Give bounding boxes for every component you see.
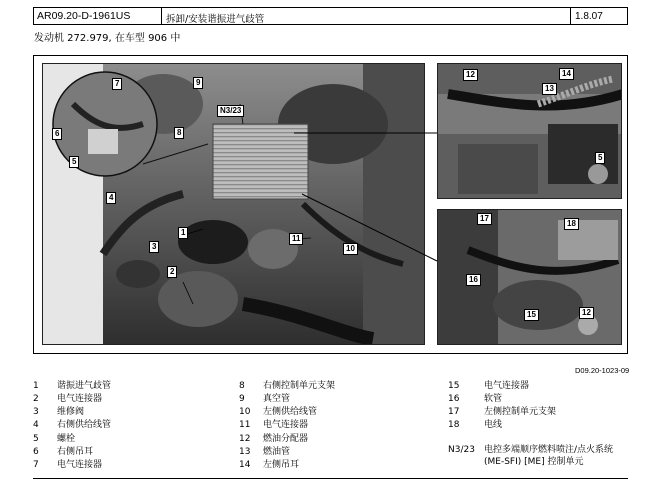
legend-item: 3 维修阀 [33, 407, 85, 417]
callout-7: 7 [112, 78, 122, 90]
legend-item: N3/23 电控多端顺序燃料喷注/点火系统 (ME-SFI) [ME] 控制单元 [448, 445, 614, 467]
callout-2: 2 [167, 266, 177, 278]
legend-item: 12 燃油分配器 [239, 434, 309, 444]
doc-date: 1.8.07 [575, 11, 603, 22]
legend-item: 9 真空管 [239, 394, 291, 404]
legend-item: 15 电气连接器 [448, 381, 530, 391]
callout-10: 10 [343, 243, 358, 255]
legend-item: 13 燃油管 [239, 447, 291, 457]
callout-N3-23: N3/23 [217, 105, 244, 117]
callout-11: 11 [289, 233, 303, 245]
legend-item: 5 螺栓 [33, 434, 76, 444]
legend-item: 16 软管 [448, 394, 503, 404]
legend-item: 18 电线 [448, 420, 503, 430]
legend-item: 2 电气连接器 [33, 394, 103, 404]
callout-16: 16 [466, 274, 481, 286]
legend-item: 8 右侧控制单元支架 [239, 381, 336, 391]
callout-3: 3 [149, 241, 159, 253]
inset-connector-lines [34, 56, 629, 355]
callout-4: 4 [106, 192, 116, 204]
legend-item: 11 电气连接器 [239, 420, 309, 430]
doc-id: AR09.20-D-1961US [34, 8, 162, 24]
engine-model-line: 发动机 272.979, 在车型 906 中 [34, 33, 181, 44]
bottom-rule [33, 478, 628, 479]
doc-title: 拆卸/安装谐振进气歧管 [162, 8, 571, 24]
legend-item: 7 电气连接器 [33, 460, 103, 470]
figure-reference: D09.20-1023-09 [575, 366, 630, 375]
legend-item: 4 右侧供给线管 [33, 420, 112, 430]
callout-5-inset: 5 [595, 152, 605, 164]
legend-item: 6 右侧吊耳 [33, 447, 94, 457]
callout-12-bottom: 12 [579, 307, 594, 319]
callout-13: 13 [542, 83, 557, 95]
callout-1: 1 [178, 227, 188, 239]
callout-5: 5 [69, 156, 79, 168]
callout-6: 6 [52, 128, 62, 140]
legend-item: 10 左侧供给线管 [239, 407, 318, 417]
legend-item: 1 谐振进气歧管 [33, 381, 112, 391]
callout-8: 8 [174, 127, 184, 139]
callout-17: 17 [477, 213, 492, 225]
callout-9: 9 [193, 77, 203, 89]
header-table [33, 7, 628, 25]
callout-12-top: 12 [463, 69, 478, 81]
engine-figure [33, 55, 628, 354]
callout-18: 18 [564, 218, 579, 230]
legend-item: 14 左侧吊耳 [239, 460, 300, 470]
callout-14: 14 [559, 68, 574, 80]
legend-item: 17 左侧控制单元支架 [448, 407, 557, 417]
callout-15: 15 [524, 309, 539, 321]
